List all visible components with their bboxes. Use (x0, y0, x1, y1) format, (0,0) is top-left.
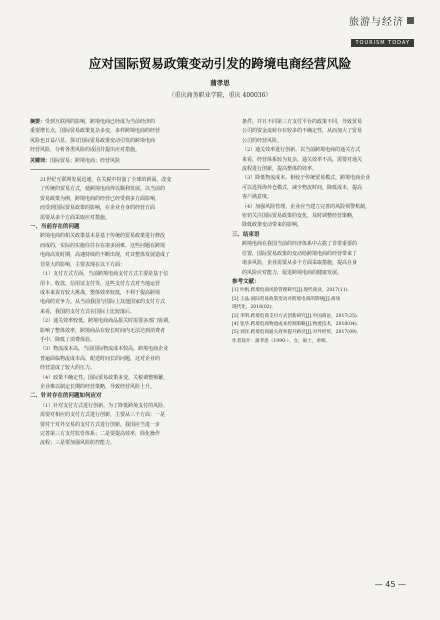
right-column (232, 118, 412, 346)
text-line: 电商的竞争力。从当前我国与国际上其他国家的支付方式 (40, 299, 166, 306)
text-line: 手中，降低了消费体验。 (40, 336, 96, 343)
text-line: 用卡、收款，信用证支付等，这些支付方式对当地运营 (40, 280, 161, 287)
section-body (232, 240, 412, 277)
reference-item: [1] 叶帆.跨境电商风险管理研究[J].现代商业，2017(11). (232, 288, 349, 294)
abstract-line: 受到互联网的影响，跨境电商已经成为当前经济的 (45, 119, 156, 125)
article-title: 应对国际贸易政策变动引发的跨境电商经营风险 (88, 56, 352, 71)
text-line: （3）物流成本高。当前国际物流成本较高，跨境电商企业 (40, 346, 169, 353)
section-body (30, 402, 210, 448)
reference-item: [2] 王晶.国际贸易政策变动对跨境电商的影响[J].商场 (232, 296, 341, 302)
text-line: 非常大的影响，主要表现在以下方面： (40, 261, 126, 268)
text-line: 经营造成了较大的压力。 (40, 365, 96, 372)
left-column (30, 118, 210, 449)
text-line: 诸多风险，企业需要从多个方面采取措施，提高自身 (242, 260, 358, 267)
text-line: 跨境电商在我国当前的经济体系中占据了非常重要的 (242, 241, 358, 248)
text-line: （2）通关效率较低。跨境电商商品报关时需要多部门协调， (40, 318, 174, 325)
text-line: 流程；三是要加强风险防控能力。 (40, 440, 116, 447)
text-line: 公司的经营风险。 (242, 137, 283, 144)
text-line: 而受到国际贸易政策的影响，在企业自身的经营方面 (40, 205, 156, 212)
text-line: 公司的资金流转存在较多的不确定性，从而加大了贸易 (242, 128, 363, 135)
text-line: （3）降低物流成本。相较于传统贸易模式，跨境电商企业 (242, 175, 371, 182)
divider (30, 169, 210, 170)
reference-item: [3] 李明.跨境电商支付方式创新研究[J].中国商论，2017(25). (232, 313, 359, 319)
text-line: 普遍面临物流成本高、配送时间长的问题，这对企业的 (40, 355, 161, 362)
reference-item: 作者简介：蒲孝思（1990-），女，硕士，讲师。 (232, 338, 331, 344)
text-line: （1）针对支付方式进行创新。为了降低跨境支付的风险， (40, 402, 169, 409)
section-body (30, 232, 210, 391)
text-line: 客户满意度。 (242, 194, 273, 201)
text-line: 密切关注国际贸易政策的变化，及时调整经营策略， (242, 213, 358, 220)
text-line: （1）支付方式方面，当前跨境电商支付方式主要是基于信 (40, 271, 169, 278)
section-heading: 一、当前存在的问题 (30, 224, 80, 231)
text-line: 降低政策变动带来的影响。 (242, 222, 303, 229)
text-line: 条件，并且不同第三方支付平台的政策不同，导致贸易 (242, 119, 363, 125)
text-line: 流程进行创新，提高整体的效率。 (242, 166, 318, 173)
author: 蒲孝思 (210, 79, 230, 87)
text-line: （4）政策不确定性。国际贸易政策多变，关税调整频繁， (40, 374, 169, 381)
abstract (30, 118, 210, 155)
text-line: （4）加强风险管理。企业应当建立完善的风险预警机制， (242, 203, 371, 210)
text-line: 电商高发时期，高速持续的不断出现，对其整体发展造成了 (40, 252, 171, 259)
text-line: 21世纪互联网发展迅速，在关税中扮演了全球的新面，改变 (40, 177, 172, 184)
abstract-line: 经营风险，分析各类风险的成因并提出应对措施。 (30, 147, 141, 154)
references-heading: 参考文献： (232, 278, 260, 285)
text-line: 需要对相应的支付方式进行创新，主要从三个方面：一是 (40, 412, 166, 419)
reference-item: [5] 刘洋.跨境电商通关效率提升路径[J].对外经贸，2017(09). (232, 330, 359, 336)
affiliation: （重庆商务职业学院，重庆 400036） (168, 92, 272, 99)
text-line: 需要从多个方面采取应对措施。 (40, 214, 111, 221)
reference-item: [4] 张华.跨境电商物流成本控制策略[J].物流技术，2018(04). (232, 321, 359, 327)
text-line: 贸易政策为例，跨境电商的经营已经受到多方面影响， (40, 195, 161, 202)
text-line: 位置，国际贸易政策的变动给跨境电商的经营带来了 (242, 250, 358, 257)
masthead-square-icon (407, 17, 414, 24)
keywords (30, 157, 210, 165)
keywords-label: 关键词： (30, 157, 51, 164)
reference-item: 现代化，2018(02). (232, 305, 273, 311)
text-line: 的风险应对能力，促进跨境电商的健康发展。 (242, 269, 343, 276)
text-line: 成本来说有较大挑战，整体效率较低，不利于提高跨境 (40, 289, 161, 296)
section-body (232, 118, 412, 230)
text-line: 影响了整体效率，跨境商品在较长时间内无法达到消费者 (40, 327, 166, 334)
masthead (349, 10, 414, 48)
journal-name: 旅游与经济 (349, 17, 404, 28)
section-heading: 二、针对存在的问题如何应对 (30, 393, 102, 400)
references-list (232, 287, 412, 345)
abstract-label: 摘要： (30, 119, 46, 125)
text-line: 而成的，实际的实施往往存在诸多困难。这些问题在跨境 (40, 242, 166, 249)
abstract-line: 风险也日益凸显。探讨国际贸易政策变动引发的跨境电商 (30, 137, 156, 144)
text-line: 来看，我国的支付方式在国际上比较落后。 (40, 308, 136, 315)
text-line: 完善第三方支付监管体系；二是要提高效率，简化操作 (40, 431, 161, 437)
text-line: 企业难以制定长期的经营策略，导致经营风险上升。 (40, 383, 156, 390)
page-number: — 45 — (374, 580, 406, 589)
keywords-text: 国际贸易；跨境电商；经营风险 (50, 157, 121, 164)
text-line: （2）通关效率进行创新。以当前跨境电商的通关方式 (242, 147, 361, 154)
journal-name-en: TOURISM TODAY (351, 39, 414, 47)
text-line: 来看，经营体系较为复杂，通关效率不高，需要对通关 (242, 156, 363, 163)
text-line: 要对于对外交易的支付方式进行创新，我国应当进一步 (40, 421, 161, 428)
text-line: 可以选择海外仓模式，减少物流时间，降低成本，提高 (242, 184, 363, 191)
text-line: 跨境电商的相关政策基本是基于传统的贸易政策进行修改 (40, 233, 166, 240)
section-heading: 三、结束语 (232, 231, 260, 238)
text-line: 了传统的贸易方式，使跨境电商得以顺利发展。以当前的 (40, 186, 166, 193)
abstract-line: 重要增长点，国际贸易政策复杂多变，多样跨境电商的经营 (30, 128, 161, 135)
intro-paragraph (30, 176, 210, 222)
